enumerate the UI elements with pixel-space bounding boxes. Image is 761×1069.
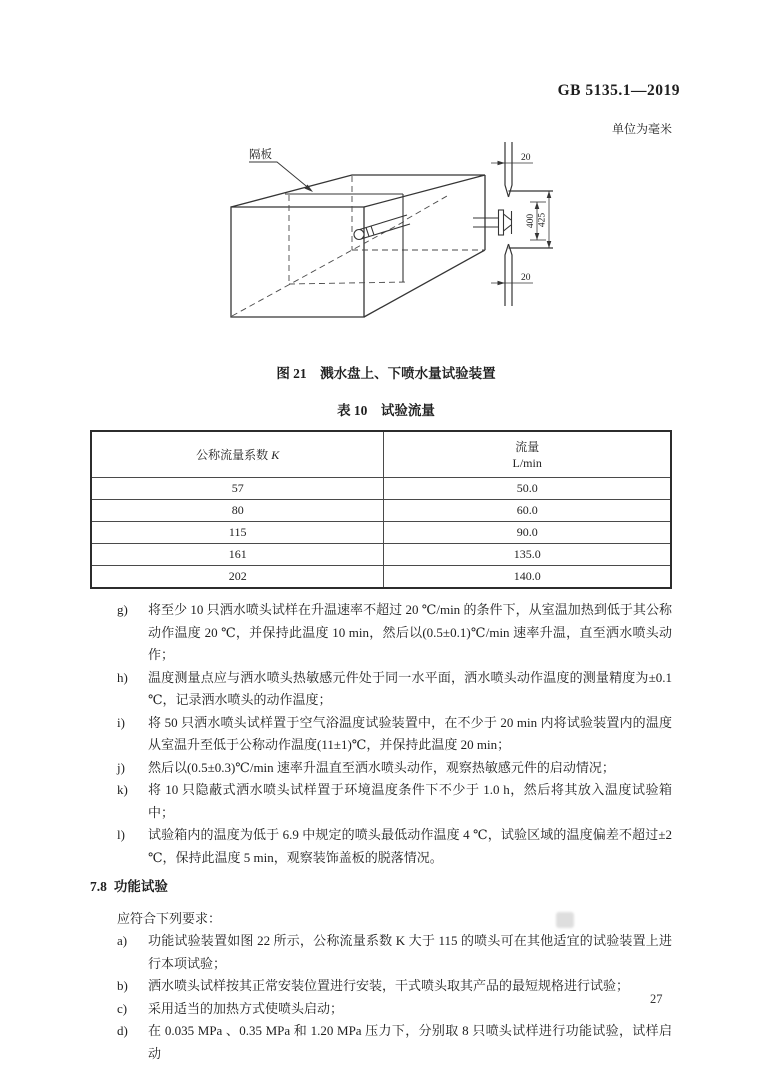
table-row [91,522,671,544]
cell-k: 115 [91,522,384,544]
cell-k: 57 [91,478,384,500]
list-item-b [90,975,672,998]
item-text: 试验箱内的温度为低于 6.9 中规定的喷头最低动作温度 4 ℃，试验区域的温度偏差不超过±2 ℃，保持此温度 5 min，观察装饰盖板的脱落情况。 [148,827,672,865]
item-label: k) [117,782,128,797]
item-label: a) [117,933,128,948]
list-item-i [90,712,672,757]
table-row [91,566,671,589]
item-label: h) [117,669,128,685]
flow-rate-table [90,430,672,589]
cell-k: 202 [91,566,384,589]
item-label: l) [117,827,125,842]
scan-artifact [556,912,574,928]
list-item-d [90,1020,672,1065]
cell-flow: 60.0 [384,500,671,522]
list-item-c [90,998,672,1021]
col-header-k-text: 公称流量系数 [196,448,272,462]
item-label: b) [117,978,128,993]
section-heading [90,876,672,899]
sprinkler-symbol [473,210,512,235]
cell-flow: 135.0 [384,544,671,566]
cell-k: 161 [91,544,384,566]
list-item-h [90,667,672,712]
item-label: d) [117,1023,128,1038]
partition-callout [249,147,313,192]
list-item-l [90,824,672,869]
cell-flow: 90.0 [384,522,671,544]
body-text [90,599,672,1065]
pipe [354,215,410,240]
item-text: 将至少 10 只洒水喷头试样在升温速率不超过 20 ℃/min 的条件下，从室温加热到低于其公称动作温度 20 ℃，并保持此温度 10 min，然后以(0.5±0.1)℃/min 速率升温，直至洒水喷头动作； [148,602,672,662]
cell-k: 80 [91,500,384,522]
cell-flow: 140.0 [384,566,671,589]
figure-21-drawing [185,138,570,353]
table-row [91,500,671,522]
dim-400: 400 [526,213,536,229]
section-number: 7.8 [90,879,107,894]
item-label: c) [117,1000,128,1016]
unit-note: 单位为毫米 [611,122,672,136]
list-item-g [90,599,672,667]
section-intro: 应符合下列要求： [117,910,222,926]
item-text: 功能试验装置如图 22 所示，公称流量系数 K 大于 115 的喷头可在其他适宜的试验装置上进行本项试验； [148,933,672,971]
partition-label: 隔板 [249,149,272,161]
list-item-j [90,757,672,780]
section-title: 功能试验 [113,879,168,894]
list-item-k [90,779,672,824]
col-header-flow-text: 流量 [515,439,540,454]
table-header-row [91,431,671,478]
item-text: 温度测量点应与洒水喷头热敏感元件处于同一水平面，洒水喷头动作温度的测量精度为±0.1 ℃，记录洒水喷头的动作温度； [148,669,672,707]
dim-20-top: 20 [521,153,531,163]
item-label: i) [117,714,125,730]
table-title: 表 10 试验流量 [337,403,435,418]
col-header-k-symbol: K [271,448,280,462]
item-text: 采用适当的加热方式使喷头启动； [148,1000,344,1016]
figure-caption: 图 21 溅水盘上、下喷水量试验装置 [276,366,496,381]
item-text: 将 50 只洒水喷头试样置于空气浴温度试验装置中，在不少于 20 min 内将试验装置内的温度从室温升至低于公称动作温度(11±1)℃，并保持此温度 20 min； [148,714,672,752]
item-label: g) [117,602,128,617]
dim-425: 425 [537,212,548,228]
dim-20-bottom: 20 [521,273,531,283]
item-label: j) [117,759,125,775]
col-header-flow [384,431,671,478]
item-text: 在 0.035 MPa 、0.35 MPa 和 1.20 MPa 压力下，分别取 8 只喷头试样进行功能试验，试样启动 [148,1023,672,1061]
item-text: 将 10 只隐蔽式洒水喷头试样置于环境温度条件下不少于 1.0 h，然后将其放入温度试验箱中； [148,782,672,820]
table-row [91,478,671,500]
cell-flow: 50.0 [384,478,671,500]
item-text: 然后以(0.5±0.3)℃/min 速率升温直至洒水喷头动作，观察热敏感元件的启动情况； [148,759,615,775]
col-header-flow-unit: L/min [512,455,542,470]
col-header-k [91,431,384,478]
table-row [91,544,671,566]
standard-code: GB 5135.1—2019 [557,82,680,99]
list-item-a [90,930,672,975]
page-number: 27 [650,992,663,1006]
item-text: 洒水喷头试样按其正常安装位置进行安装，干式喷头取其产品的最短规格进行试验； [148,978,630,993]
